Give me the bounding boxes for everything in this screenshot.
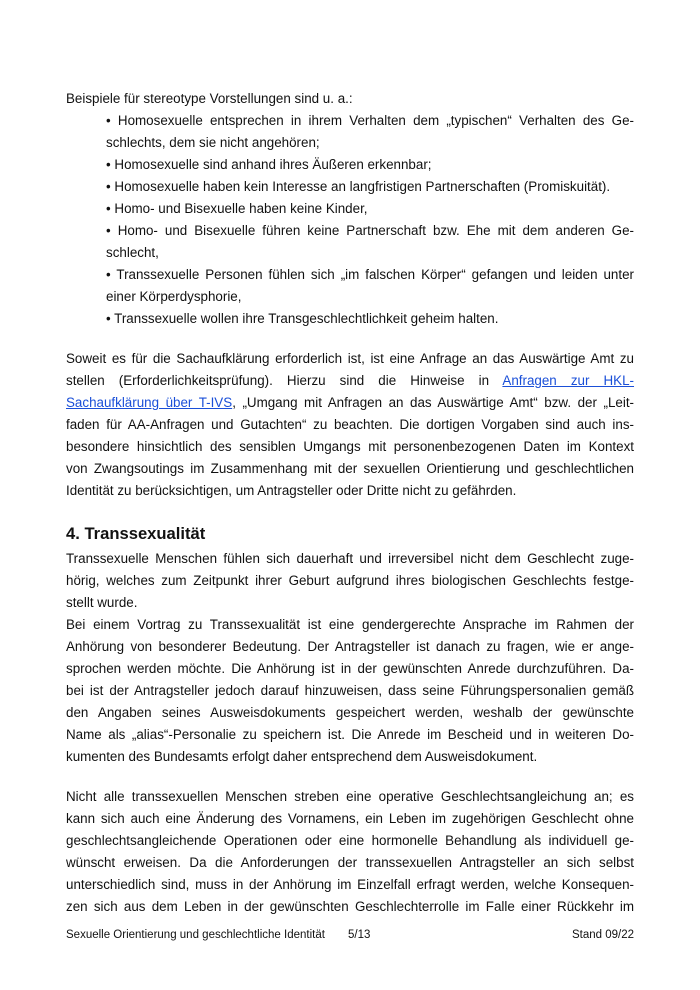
document-page	[66, 88, 634, 918]
list-item: • Transsexuelle wollen ihre Transgeschlechtlichkeit geheim halten.	[106, 311, 499, 326]
paragraph-gender-reassignment	[66, 786, 634, 918]
page-number: 5/13	[348, 929, 371, 941]
paragraph-line: unterschiedlich sind, muss in der Anhörung im Einzelfall erfragt werden, welche Konsequen-	[66, 877, 634, 892]
paragraph-line: Soweit es für die Sachaufklärung erforderlich ist, ist eine Anfrage an das Auswärtige Amt zu	[66, 351, 634, 366]
intro-text: Beispiele für stereotype Vorstellungen sind u. a.:	[66, 91, 353, 106]
stereotype-list	[66, 110, 634, 330]
paragraph-line: sprochen werden möchte. Die Anhörung ist in der gewünschten Anrede durchzuführen. Da-	[66, 661, 634, 676]
paragraph-line: besondere hinsichtlich des sensiblen Umgangs mit personenbezogenen Daten im Kontext	[66, 439, 634, 454]
paragraph-definition	[66, 548, 634, 614]
paragraph-line: hörig, welches zum Zeitpunkt ihrer Geburt aufgrund ihres biologischen Geschlechts festge-	[66, 573, 634, 588]
footer-title: Sexuelle Orientierung und geschlechtliche Identität	[66, 929, 325, 941]
list-item: schlechts, dem sie nicht angehören;	[106, 135, 320, 150]
paragraph-line: den Angaben seines Ausweisdokuments gespeichert werden, weshalb der gewünschte	[66, 705, 634, 720]
paragraph-line: zen sich aus dem Leben in der gewünschten Geschlechterrolle im Falle einer Rückkehr im	[66, 899, 634, 914]
paragraph-line	[66, 392, 634, 414]
list-item: • Homo- und Bisexuelle haben keine Kinder,	[106, 201, 368, 216]
paragraph-line: Bei einem Vortrag zu Transsexualität ist eine gendergerechte Ansprache im Rahmen der	[66, 617, 634, 632]
list-item: • Homosexuelle sind anhand ihres Äußeren erkennbar;	[106, 157, 432, 172]
paragraph-line: kumenten des Bundesamts erfolgt daher entsprechend dem Ausweisdokument.	[66, 749, 538, 764]
paragraph-line	[66, 370, 634, 392]
paragraph-line: Transsexuelle Menschen fühlen sich dauerhaft und irreversibel nicht dem Geschlecht zuge-	[66, 551, 634, 566]
paragraph-address	[66, 614, 634, 768]
list-item: • Homo- und Bisexuelle führen keine Partnerschaft bzw. Ehe mit dem anderen Ge-	[106, 223, 634, 238]
paragraph-line: Nicht alle transsexuellen Menschen streben eine operative Geschlechtsangleichung an; es	[66, 789, 634, 804]
paragraph-line: Identität zu berücksichtigen, um Antragsteller oder Dritte nicht zu gefährden.	[66, 483, 517, 498]
list-item: schlecht,	[106, 245, 159, 260]
list-item: • Homosexuelle haben kein Interesse an langfristigen Partnerschaften (Promiskuität).	[106, 179, 611, 194]
footer-date: Stand 09/22	[571, 929, 634, 941]
paragraph-line: von Zwangsoutings im Zusammenhang mit der sexuellen Orientierung und geschlechtlichen	[66, 461, 634, 476]
hkl-inquiry-link[interactable]: Anfragen zur HKL-	[502, 373, 635, 388]
paragraph-line: kann sich auch eine Änderung des Vornamens, ein Leben im zugehörigen Geschlecht ohne	[66, 811, 634, 826]
list-item: • Homosexuelle entsprechen in ihrem Verhalten dem „typischen“ Verhalten des Ge-	[106, 113, 634, 128]
paragraph-line: Name als „alias“-Personalie zu speichern ist. Die Anrede im Bescheid und in weiteren Do-	[66, 727, 634, 742]
paragraph-line: geschlechtsangleichende Operationen oder eine hormonelle Behandlung als individuell ge-	[66, 833, 634, 848]
section-heading: 4. Transsexualität	[66, 524, 206, 543]
paragraph-line: Anhörung von besonderer Bedeutung. Der Antragsteller ist danach zu fragen, wie er ange-	[66, 639, 634, 654]
paragraph-line: faden für AA-Anfragen und Gutachten“ zu beachten. Die dortigen Vorgaben sind auch ins-	[66, 417, 634, 432]
list-item: einer Körperdysphorie,	[106, 289, 242, 304]
paragraph-line: stellt wurde.	[66, 595, 138, 610]
paragraph-aa-inquiry	[66, 348, 634, 502]
paragraph-line: bei ist der Antragsteller jedoch darauf hinzuweisen, dass seine Führungspersonalien gemäß	[66, 683, 634, 698]
hkl-inquiry-link-continued[interactable]: Sachaufklärung über T-IVS	[66, 395, 233, 410]
paragraph-text: , „Umgang mit Anfragen an das Auswärtige Amt“ bzw. der „Leit-	[232, 395, 634, 410]
paragraph-line: wünscht erweisen. Da die Anforderungen der transsexuellen Antragsteller an sich selbst	[66, 855, 634, 870]
paragraph-text: stellen (Erforderlichkeitsprüfung). Hierzu sind die Hinweise in	[66, 373, 490, 388]
list-item: • Transsexuelle Personen fühlen sich „im falschen Körper“ gefangen und leiden unter	[106, 267, 634, 282]
